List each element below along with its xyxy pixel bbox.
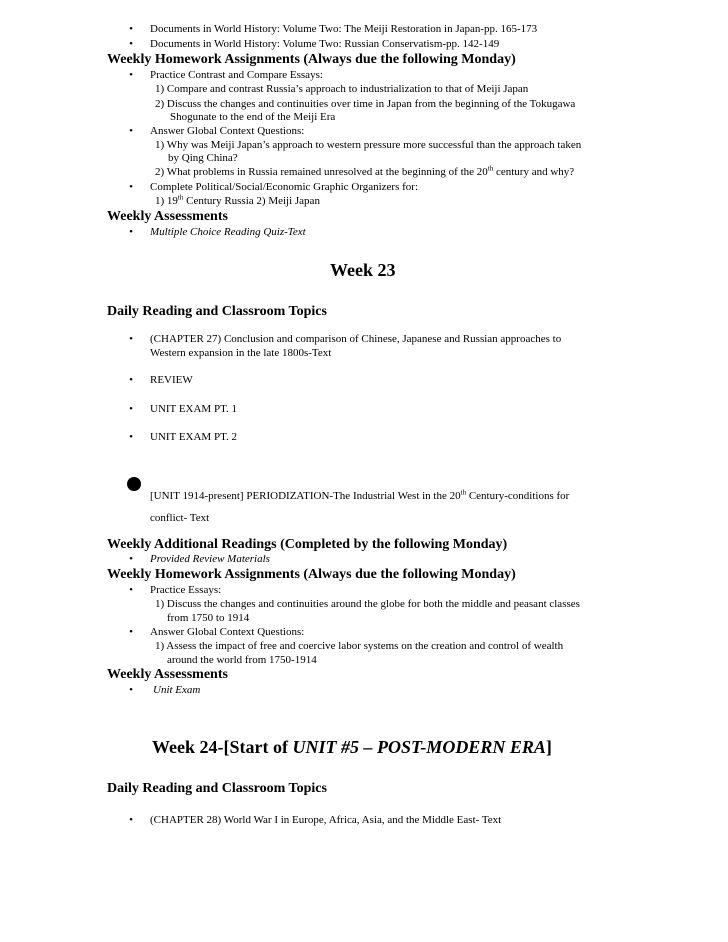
essay-question: 1) Discuss the changes and continuities around the globe for both the middle and peasant classes xyxy=(155,598,580,610)
global-label: Answer Global Context Questions: xyxy=(150,626,305,638)
global-question: 1) Why was Meiji Japan’s approach to western pressure more successful than the approach taken xyxy=(155,139,582,151)
week-title xyxy=(152,737,552,758)
global-question xyxy=(155,166,574,179)
bullet: • xyxy=(129,684,133,696)
essays-label: Practice Contrast and Compare Essays: xyxy=(150,69,323,81)
topic-item: (CHAPTER 27) Conclusion and comparison of Chinese, Japanese and Russian approaches to xyxy=(150,333,562,345)
bullet: • xyxy=(129,226,133,238)
title-italic: UNIT #5 – POST-MODERN ERA xyxy=(292,737,546,757)
essay-question: 2) Discuss the changes and continuities over time in Japan from the beginning of the Tokugawa xyxy=(155,98,576,110)
organizers-label: Complete Political/Social/Economic Graphic Organizers for: xyxy=(150,181,419,193)
global-label: Answer Global Context Questions: xyxy=(150,125,305,137)
topic-item xyxy=(150,490,569,503)
essays-label: Practice Essays: xyxy=(150,584,222,596)
bullet: • xyxy=(129,125,133,137)
organizers-items xyxy=(155,195,320,208)
assessments-heading: Weekly Assessments xyxy=(107,209,228,224)
assessment-item: Multiple Choice Reading Quiz-Text xyxy=(150,226,306,238)
bullet: • xyxy=(129,431,133,443)
bullet: • xyxy=(129,181,133,193)
bullet: • xyxy=(129,584,133,596)
superscript: th xyxy=(487,164,494,173)
superscript: th xyxy=(177,193,184,202)
text: Century-conditions for xyxy=(466,490,570,502)
global-question-cont: around the world from 1750-1914 xyxy=(167,654,317,666)
text: century and why? xyxy=(493,166,575,178)
topics-heading: Daily Reading and Classroom Topics xyxy=(107,304,327,319)
week-title: Week 23 xyxy=(330,260,396,280)
reading-item: Documents in World History: Volume Two: The Meiji Restoration in Japan-pp. 165-173 xyxy=(150,23,538,35)
topic-item: UNIT EXAM PT. 1 xyxy=(150,403,237,415)
essay-question: 1) Compare and contrast Russia’s approach to industrialization to that of Meiji Japan xyxy=(155,83,529,95)
bullet: • xyxy=(129,626,133,638)
bullet: • xyxy=(129,814,133,826)
reading-item: Documents in World History: Volume Two: Russian Conservatism-pp. 142-149 xyxy=(150,38,500,50)
topic-item: UNIT EXAM PT. 2 xyxy=(150,431,237,443)
additional-readings-heading: Weekly Additional Readings (Completed by the following Monday) xyxy=(107,537,508,552)
bullet: • xyxy=(129,403,133,415)
essay-question-cont: Shogunate to the end of the Meiji Era xyxy=(170,111,336,123)
topic-item-cont: Western expansion in the late 1800s-Text xyxy=(150,347,332,359)
bullet: • xyxy=(129,69,133,81)
topics-heading: Daily Reading and Classroom Topics xyxy=(107,781,327,796)
large-bullet xyxy=(127,477,141,491)
assessment-item: Unit Exam xyxy=(153,684,201,696)
text: [UNIT 1914-present] PERIODIZATION-The Industrial West in the 20 xyxy=(150,490,461,502)
additional-reading-item: Provided Review Materials xyxy=(150,553,270,565)
bullet: • xyxy=(129,333,133,345)
superscript: th xyxy=(460,488,467,497)
homework-heading: Weekly Homework Assignments (Always due the following Monday) xyxy=(107,567,516,582)
global-question: 1) Assess the impact of free and coercive labor systems on the creation and control of wealth xyxy=(155,640,564,652)
bullet: • xyxy=(129,553,133,565)
text: 2) What problems in Russia remained unresolved at the beginning of the 20 xyxy=(155,166,488,178)
essay-question-cont: from 1750 to 1914 xyxy=(167,612,250,624)
text: Week 24-[Start of xyxy=(152,737,293,757)
text: 1) 19 xyxy=(155,195,178,207)
topic-item-cont: conflict- Text xyxy=(150,512,210,524)
bullet: • xyxy=(129,374,133,386)
bullet: • xyxy=(129,38,133,50)
text: Century Russia 2) Meiji Japan xyxy=(183,195,320,207)
assessments-heading: Weekly Assessments xyxy=(107,667,228,682)
text: ] xyxy=(545,737,552,757)
topic-item: (CHAPTER 28) World War I in Europe, Africa, Asia, and the Middle East- Text xyxy=(150,814,502,826)
global-question-cont: by Qing China? xyxy=(168,152,238,164)
bullet: • xyxy=(129,23,133,35)
topic-item: REVIEW xyxy=(150,374,193,386)
homework-heading: Weekly Homework Assignments (Always due the following Monday) xyxy=(107,52,516,67)
